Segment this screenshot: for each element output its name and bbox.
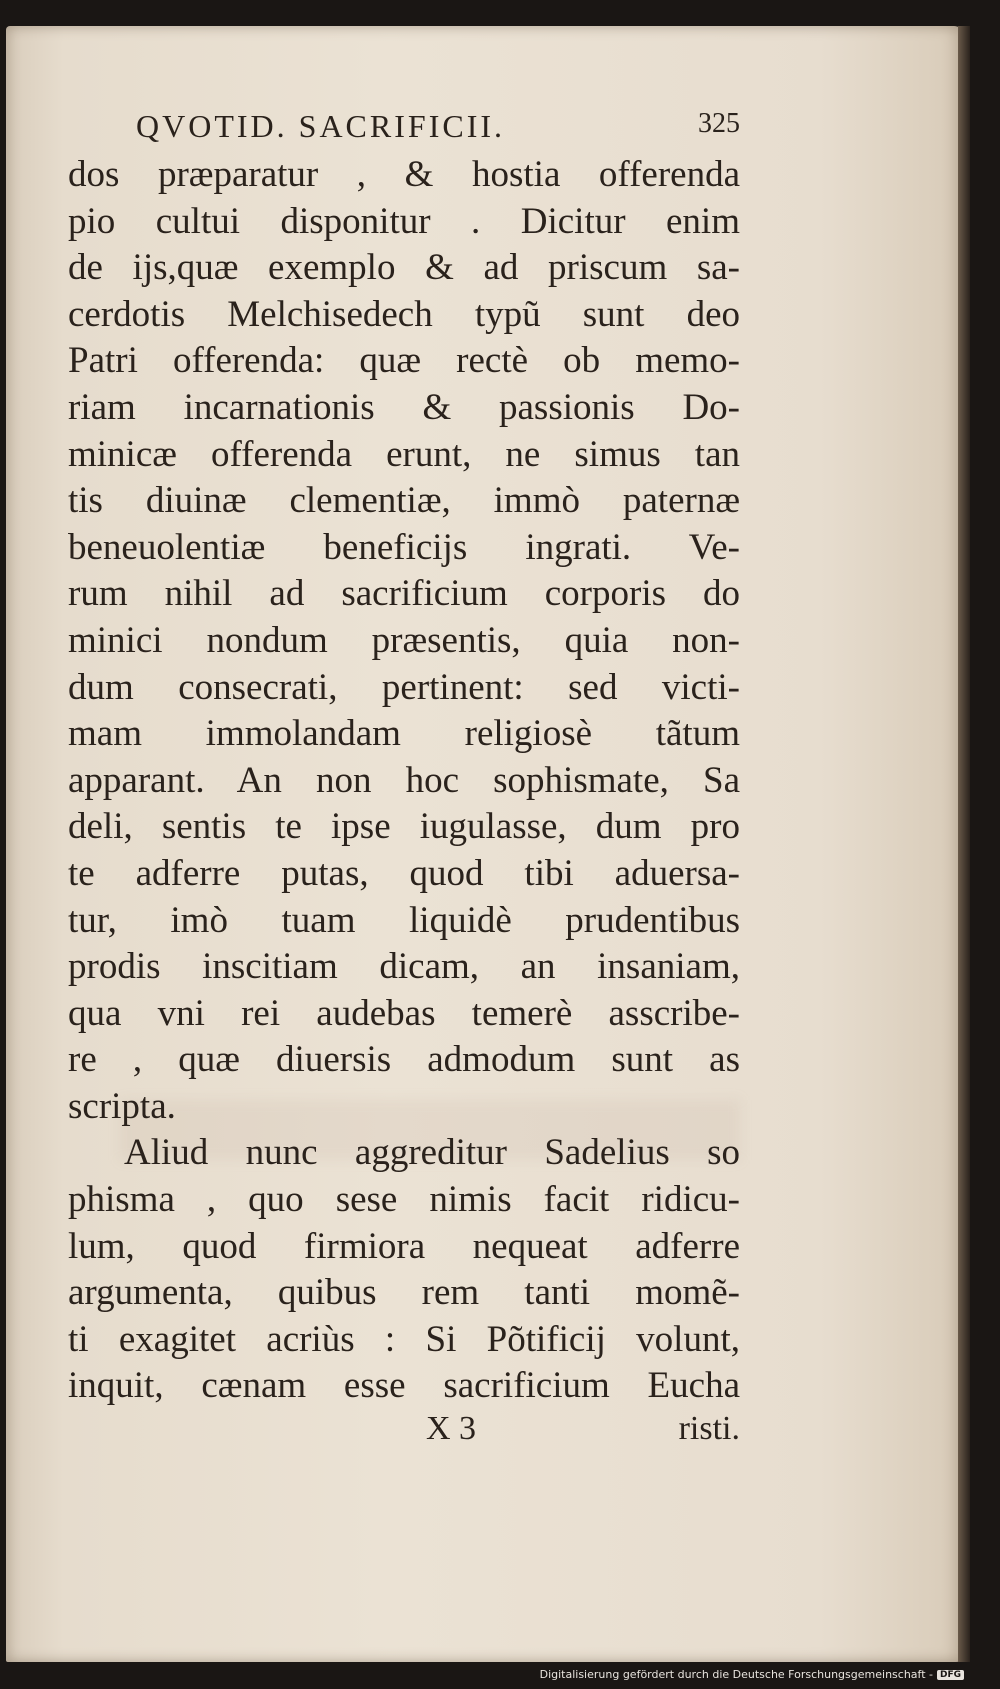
text-line: inquit, cænam esse sacrificium Eucha [68,1365,740,1407]
signature-mark: X 3 [426,1410,477,1448]
running-head: QVOTID. SACRIFICII. [136,108,505,144]
page-edge [958,26,970,1662]
text-line: re , quæ diuersis admodum sunt as [68,1039,740,1081]
page-text-block [68,108,740,1456]
catchword: risti. [678,1410,740,1448]
credit-text: Digitalisierung gefördert durch die Deutsche Forschungsgemeinschaft - [539,1668,933,1681]
page-footer [68,1410,740,1456]
text-line: Patri offerenda: quæ rectè ob memo- [68,340,740,382]
text-line: te adferre putas, quod tibi aduersa- [68,852,740,894]
text-line: argumenta, quibus rem tanti momẽ- [68,1272,740,1314]
page-header [68,108,740,152]
dfg-logo-icon: DFG [937,1670,964,1680]
text-line: tis diuinæ clementiæ, immò paternæ [68,480,740,522]
text-line: tur, imò tuam liquidè prudentibus [68,899,740,941]
text-line: de ijs,quæ exemplo & ad priscum sa- [68,247,740,289]
text-line: cerdotis Melchisedech typũ sunt deo [68,293,740,335]
text-line: beneuolentiæ beneficijs ingrati. Ve- [68,526,740,568]
text-line: minici nondum præsentis, quia non- [68,619,740,661]
text-line: scripta. [68,1085,176,1127]
page-number: 325 [698,108,740,139]
text-line: qua vni rei audebas temerè asscribe- [68,992,740,1034]
text-line: mam immolandam religiosè tãtum [68,713,740,755]
text-line: minicæ offerenda erunt, ne simus tan [68,433,740,475]
text-line: dum consecrati, pertinent: sed victi- [68,666,740,708]
text-line: apparant. An non hoc sophismate, Sa [68,759,740,801]
text-line: Aliud nunc aggreditur Sadelius so [124,1132,740,1174]
text-line: dos præparatur , & hostia offerenda [68,154,740,195]
text-line: rum nihil ad sacrificium corporis do [68,573,740,615]
body-text [68,152,740,1410]
digitization-credit [540,1668,964,1681]
text-line: ti exagitet acriùs : Si Põtificij volunt, [68,1318,740,1360]
text-line: pio cultui disponitur . Dicitur enim [68,200,740,242]
text-line: riam incarnationis & passionis Do- [68,386,740,428]
text-line: lum, quod firmiora nequeat adferre [68,1225,740,1267]
text-line: prodis inscitiam dicam, an insaniam, [68,946,740,988]
text-line: deli, sentis te ipse iugulasse, dum pro [68,806,740,848]
text-line: phisma , quo sese nimis facit ridicu- [68,1179,740,1221]
